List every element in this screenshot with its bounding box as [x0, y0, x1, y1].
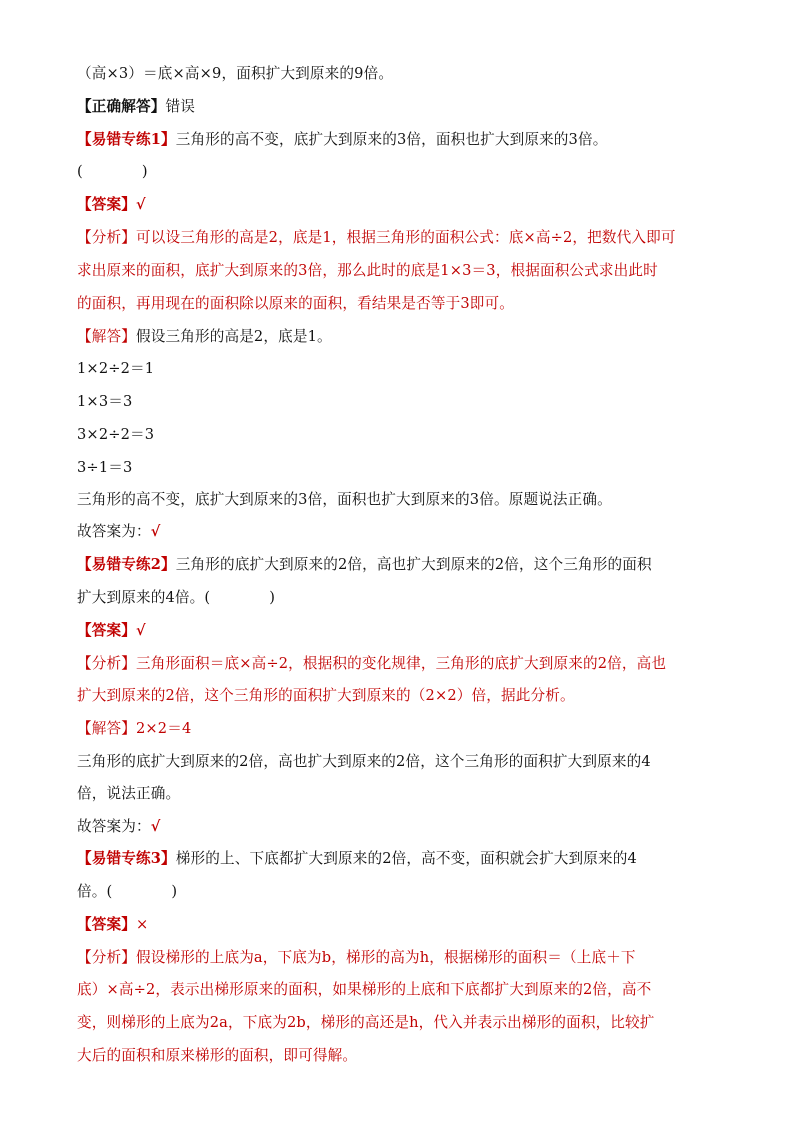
- solution-equation: 2×2＝4: [135, 720, 192, 737]
- final-answer-label: 故答案为：: [77, 818, 151, 835]
- analysis-label: 【分析】: [77, 949, 136, 966]
- correct-answer-text: 错误: [165, 98, 195, 115]
- solution-label: 【解答】: [77, 328, 136, 345]
- exercise-3-analysis-line-1: [77, 948, 722, 968]
- solution-text: （高×3）＝底×高×9，面积扩大到原来的9倍。: [77, 65, 394, 82]
- equation-1: 1×2÷2＝1: [77, 360, 155, 377]
- check-mark-answer: √: [135, 622, 146, 639]
- exercise-2-question-line-1: [77, 555, 722, 575]
- correct-answer-label: 【正确解答】: [77, 98, 166, 115]
- exercise-1-answer: [77, 195, 722, 215]
- exercise-1-analysis-line-3: 的面积，再用现在的面积除以原来的面积，看结果是否等于3即可。: [77, 295, 515, 312]
- exercise-3-analysis-line-4: 大后的面积和原来梯形的面积，即可得解。: [77, 1047, 358, 1064]
- exercise-2-analysis-line-1: [77, 654, 722, 674]
- solution-text: 假设三角形的高是2，底是1。: [135, 328, 332, 345]
- check-mark-answer: √: [150, 818, 161, 835]
- answer-blank-parentheses: ( ): [77, 163, 148, 180]
- exercise-1-final-answer: [77, 522, 722, 542]
- answer-label: 【答案】: [77, 916, 136, 933]
- correct-answer-line: [77, 97, 722, 117]
- exercise-2-text: 三角形的底扩大到原来的2倍，高也扩大到原来的2倍，这个三角形的面积: [175, 556, 652, 573]
- exercise-2-final-answer: [77, 817, 722, 837]
- exercise-2-question-line-2: [77, 588, 722, 608]
- analysis-text: 假设梯形的上底为a，下底为b，梯形的高为h，根据梯形的面积＝（上底＋下: [135, 949, 636, 966]
- answer-blank-parentheses: ( ): [106, 883, 178, 900]
- exercise-3-label: 【易错专练3】: [77, 850, 176, 867]
- exercise-2-label: 【易错专练2】: [77, 556, 176, 573]
- exercise-2-answer: [77, 621, 722, 641]
- exercise-2-solution: [77, 719, 722, 739]
- exercise-1-analysis-line-2: 求出原来的面积，底扩大到原来的3倍，那么此时的底是1×3＝3，根据面积公式求出此时: [77, 262, 658, 279]
- exercise-3-text: 倍。: [77, 883, 107, 900]
- analysis-text: 三角形面积＝底×高÷2，根据积的变化规律，三角形的底扩大到原来的2倍，高也: [135, 655, 667, 672]
- check-mark-answer: √: [135, 196, 146, 213]
- exercise-1-text: 三角形的高不变，底扩大到原来的3倍，面积也扩大到原来的3倍。: [175, 131, 608, 148]
- analysis-label: 【分析】: [77, 655, 136, 672]
- exercise-3-analysis-line-3: 变，则梯形的上底为2a，下底为2b，梯形的高还是h，代入并表示出梯形的面积，比较扩: [77, 1014, 655, 1031]
- exercise-2-text: 扩大到原来的4倍。: [77, 589, 205, 606]
- check-mark-answer: √: [150, 523, 161, 540]
- exercise-1-conclusion: 三角形的高不变，底扩大到原来的3倍，面积也扩大到原来的3倍。原题说法正确。: [77, 491, 612, 508]
- exercise-3-analysis-line-2: 底）×高÷2，表示出梯形原来的面积，如果梯形的上底和下底都扩大到原来的2倍，高不: [77, 981, 652, 998]
- exercise-2-conclusion-line-2: 倍，说法正确。: [77, 785, 181, 802]
- equation-2: 1×3＝3: [77, 393, 133, 410]
- answer-label: 【答案】: [77, 622, 136, 639]
- cross-mark-answer: ×: [135, 916, 149, 933]
- prev-solution-line: [77, 64, 722, 84]
- analysis-text: 可以设三角形的高是2，底是1，根据三角形的面积公式：底×高÷2，把数代入即可: [135, 229, 676, 246]
- exercise-3-text: 梯形的上、下底都扩大到原来的2倍，高不变，面积就会扩大到原来的4: [175, 850, 637, 867]
- exercise-1-solution: [77, 327, 722, 347]
- answer-label: 【答案】: [77, 196, 136, 213]
- final-answer-label: 故答案为：: [77, 523, 151, 540]
- exercise-1-label: 【易错专练1】: [77, 131, 176, 148]
- exercise-2-conclusion-line-1: 三角形的底扩大到原来的2倍，高也扩大到原来的2倍，这个三角形的面积扩大到原来的4: [77, 753, 651, 770]
- exercise-3-question-line-2: [77, 882, 722, 902]
- exercise-1-analysis-line-1: [77, 228, 722, 248]
- exercise-3-question-line-1: [77, 849, 722, 869]
- exercise-2-analysis-line-2: 扩大到原来的2倍，这个三角形的面积扩大到原来的（2×2）倍，据此分析。: [77, 687, 575, 704]
- equation-4: 3÷1＝3: [77, 459, 133, 476]
- analysis-label: 【分析】: [77, 229, 136, 246]
- exercise-3-answer: [77, 915, 722, 935]
- equation-3: 3×2÷2＝3: [77, 426, 155, 443]
- exercise-1-blank: [77, 162, 722, 182]
- solution-label: 【解答】: [77, 720, 136, 737]
- answer-blank-parentheses: ( ): [204, 589, 276, 606]
- exercise-1-question: [77, 130, 722, 150]
